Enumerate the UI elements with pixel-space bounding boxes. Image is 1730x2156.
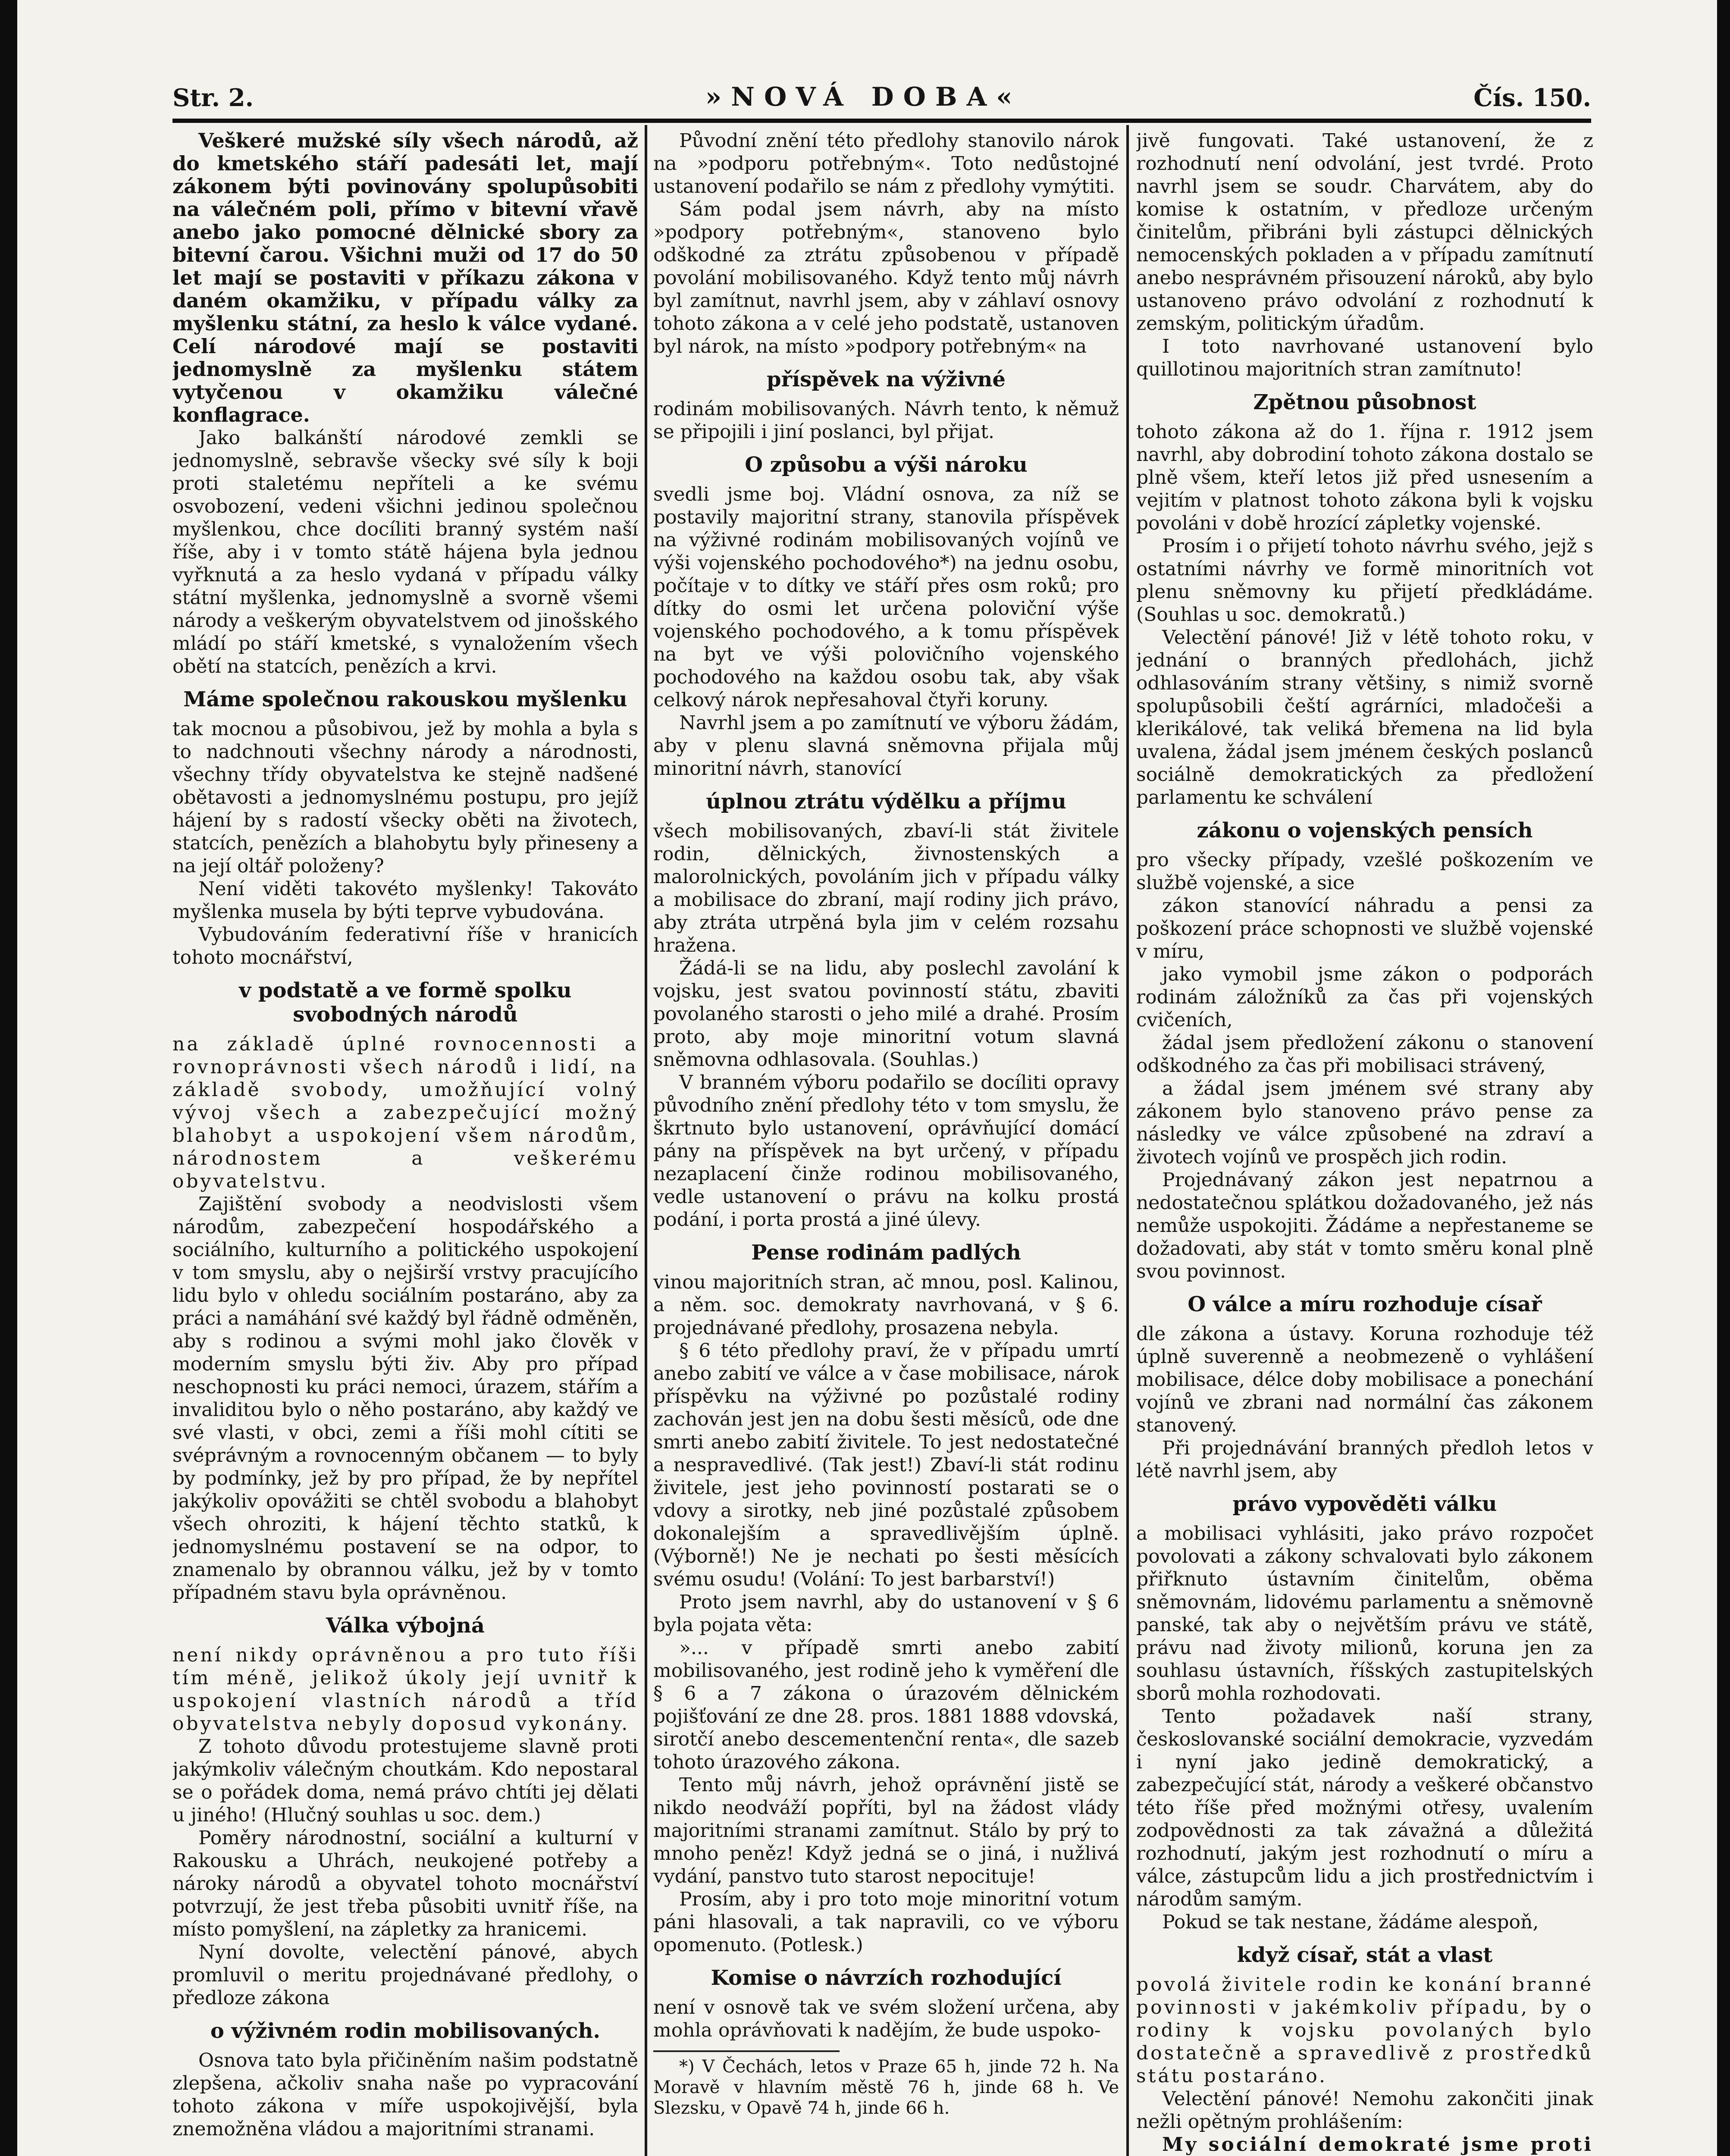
paragraph: Není viděti takovéto myšlenky! Takováto myšlenka musela by býti teprve vybudována. <box>172 878 638 923</box>
paragraph: Navrhl jsem a po zamítnutí ve výboru žádám, aby v plenu slavná sněmovna přijala můj minoritní návrh, stanovící <box>653 712 1119 780</box>
page-header <box>172 65 1591 112</box>
paragraph: Velectění pánové! Nemohu zakončiti jinak nežli opětným prohlášením: <box>1136 2088 1593 2133</box>
section-heading: o výživném rodin mobilisovaných. <box>210 2019 601 2043</box>
column-divider-2 <box>1126 125 1129 2156</box>
paragraph: Velectění pánové! Již v létě tohoto roku, v jednání o branných předlohách, jichž odhlasováním strany většiny, s nimiž svorně spolupůsobili čeští agrárníci, mladočeši a klerikálové, tak veliká břemena na lid byla uvalena, žádal jsem jménem českých poslanců sociálně demokratických za předložení parlamentu ke schválení <box>1136 627 1593 808</box>
paragraph: Vybudováním federativní říše v hranicích tohoto mocnářství, <box>172 924 638 968</box>
paragraph: svedli jsme boj. Vládní osnova, za níž se postavily majoritní strany, stanovila příspěvek na výživné rodinám mobilisovaných vojínů ve výši vojenského pochodového*) na jednu osobu, počítaje v to dítky ve stáří přes osm roků; pro dítky do osmi let určena poloviční výše vojenského pochodového, a k tomu příspěvek na byt ve výši polovičního vojenského pochodového na každou osobu tak, aby však celkový nárok nepřesahoval čtyři koruny. <box>653 483 1119 711</box>
column-2 <box>653 129 1119 2156</box>
paragraph: žádal jsem předložení zákonu o stanovení odškodného za čas při mobilisaci strávený, <box>1136 1032 1593 1077</box>
column-divider-1 <box>645 125 647 2156</box>
section-heading: O způsobu a výši nároku <box>745 453 1028 477</box>
footnote-rule <box>653 2050 840 2052</box>
section-heading: když císař, stát a vlast <box>1237 1943 1493 1967</box>
paragraph: Tento požadavek naší strany, českoslovanské sociální demokracie, vyzvedám i nyní jako jedině demokratický, a zabezpečující stát, národy a veškeré občanstvo této říše před možnými otřesy, uvalením zodpovědnosti za tak závažná a důležitá rozhodnutí, jakým jest rozhodnutí o míru a válce, zástupcům lidu a jich prostřednictvím i národům samým. <box>1136 1705 1593 1910</box>
column-3 <box>1136 129 1593 2156</box>
section-heading: v podstatě a ve formě spolku svobodných národů <box>239 978 572 1027</box>
section-heading: O válce a míru rozhoduje císař <box>1188 1292 1542 1316</box>
paragraph: Veškeré mužské síly všech národů, až do kmetského stáří padesáti let, mají zákonem býti povinovány spolupůsobiti na válečném poli, přímo v bitevní vřavě anebo jako pomocné dělnické sbory za bitevní čarou. Všichni muži od 17 do 50 let mají se postaviti v příkazu zákona v daném okamžiku, v případu války za myšlenku státní, za heslo k válce vydané. Celí národové mají se postaviti jednomyslně za myšlenku státem vytyčenou v okamžiku válečné konflagrace. <box>172 129 638 426</box>
section-heading: Válka výbojná <box>326 1614 485 1638</box>
paragraph: Prosím i o přijetí tohoto návrhu svého, jejž s ostatními návrhy ve formě minoritních vot plenu sněmovny ku přijetí předkládáme. (Souhlas u soc. demokratů.) <box>1136 535 1593 626</box>
paragraph: Prosím, aby i pro toto moje minoritní votum páni hlasovali, a tak napravili, co ve výboru opomenuto. (Potlesk.) <box>653 1888 1119 1956</box>
paragraph: Proto jsem navrhl, aby do ustanovení v § 6 byla pojata věta: <box>653 1591 1119 1636</box>
paragraph: »... v případě smrti anebo zabití mobilisovaného, jest rodině jeho k vyměření dle § 6 a 7 zákona o úrazovém dělnickém pojišťování ze dne 28. pros. 1881 1888 vdovská, sirotčí anebo descementenční renta«, dle sazeb tohoto úrazového zákona. <box>653 1637 1119 1773</box>
newspaper-name: »NOVÁ DOBA« <box>705 82 1022 112</box>
paragraph: všech mobilisovaných, zbaví-li stát živitele rodin, dělnických, živnostenských a malorolnických, povoláním jich v případu války a mobilisace do zbraní, mají rodiny jich právo, aby ztráta utrpěná byla jim v celém rozsahu hražena. <box>653 820 1119 956</box>
section-heading: Komise o návrzích rozhodující <box>711 1966 1062 1990</box>
paragraph: Původní znění této předlohy stanovilo nárok na »podporu potřebným«. Toto nedůstojné ustanovení podařilo se nám z předlohy vymýtiti. <box>653 130 1119 197</box>
paragraph: tak mocnou a působivou, jež by mohla a byla s to nadchnouti všechny národy a národnosti, všechny třídy obyvatelstva ke stejně nadšené obětavosti a jednomyslnému postupu, pro jejíž hájení by s radostí všecky oběti na životech, statcích, penězích a blahobytu byly přineseny a na její oltář položeny? <box>172 718 638 877</box>
paragraph: Nyní dovolte, velectění pánové, abych promluvil o meritu projednávané předlohy, o předloze zákona <box>172 1941 638 2009</box>
paragraph: a mobilisaci vyhlásiti, jako právo rozpočet povolovati a zákony schvalovati bylo zákonem přiřknuto ústavním činitelům, oběma sněmovnám, lidovému parlamentu a sněmovně panské, tak aby o největším právu ve státě, právu nad životy milionů, koruna jen za souhlasu ústavních, říšských zastupitelských sborů mohla rozhodovati. <box>1136 1523 1593 1705</box>
paragraph: My sociální demokraté jsme proti <box>1162 2134 1593 2156</box>
paragraph: na základě úplné rovnocennosti a rovnoprávnosti všech národů i lidí, na základě svobody, umožňující volný vývoj všech a zabezpečující možný blahobyt a uspokojení všem národům, národnostem a veškerému obyvatelstvu. <box>172 1033 638 1192</box>
section-heading: zákonu o vojenských pensích <box>1197 818 1533 843</box>
paragraph: jivě fungovati. Také ustanovení, že z rozhodnutí není odvolání, jest tvrdé. Proto navrhl jsem se soudr. Charvátem, aby do komise k ostatním, v předloze určeným činitelům, přibráni byli zástupci dělnických nemocenských pokladen a v případu zamítnutí anebo nesprávném přisouzení nároků, aby bylo ustanoveno právo odvolání z rozhodnutí k zemským, politickým úřadům. <box>1136 130 1593 335</box>
paragraph: a žádal jsem jménem své strany aby zákonem bylo stanoveno právo pense za následky ve válce způsobené na zdraví a životech vojínů ve prospěch jich rodin. <box>1136 1078 1593 1168</box>
section-heading: úplnou ztrátu výdělku a příjmu <box>706 790 1066 814</box>
column-1 <box>172 129 638 2156</box>
paragraph: rodinám mobilisovaných. Návrh tento, k němuž se připojili i jiní poslanci, byl přijat. <box>653 398 1119 443</box>
paragraph: Z tohoto důvodu protestujeme slavně proti jakýmkoliv válečným choutkám. Kdo nepostaral se o pořádek doma, nemá právo chtíti jej dělati u jiného! (Hlučný souhlas u soc. dem.) <box>172 1736 638 1826</box>
paragraph: Osnova tato byla přičiněním našim podstatně zlepšena, ačkoliv snaha naše po vypracování tohoto zákona v míře uspokojivější, byla znemožněna vládou a majoritními stranami. <box>172 2049 638 2140</box>
header-rule <box>172 119 1591 123</box>
footnote: *) V Čechách, letos v Praze 65 h, jinde 72 h. Na Moravě v hlavním městě 76 h, jinde 68 h. Ve Slezsku, v Opavě 74 h, jinde 66 h. <box>653 2057 1119 2118</box>
paragraph: Zajištění svobody a neodvislosti všem národům, zabezpečení hospodářského a sociálního, kulturního a politického uspokojení v tom smyslu, aby o nejširší vrstvy pracujícího lidu bylo v ohledu sociálním postaráno, aby za práci a namáhání své každý byl řádně odměněn, aby s rodinou a svými mohl jako člověk v moderním smyslu býti živ. Aby pro případ neschopnosti ku práci nemoci, úrazem, stářím a invaliditou bylo o něho postaráno, aby každý ve své vlasti, v obci, zemi a říši mohl cítiti se svéprávným a rovnocenným občanem — to byly by podmínky, jež by pro případ, že by nepřítel jakýkoliv opovážiti se chtěl svobodu a blahobyt všech ohroziti, k hájení těchto statků, k jednomyslnému postavení se na odpor, to znamenalo by obrannou válku, jež by v tomto případném stavu byla oprávněnou. <box>172 1193 638 1604</box>
paragraph: jako vymobil jsme zákon o podporách rodinám záložníků za čas při vojenských cvičeních, <box>1136 963 1593 1031</box>
paragraph: Poměry národnostní, sociální a kulturní v Rakousku a Uhrách, neukojené potřeby a nároky národů a obyvatel tohoto mocnářství potvrzují, že jest třeba působiti uvnitř říše, na místo pomyšlení, na zápletky za hranicemi. <box>172 1827 638 1940</box>
paragraph: Sám podal jsem návrh, aby na místo »podpory potřebným«, stanoveno bylo odškodné za ztrátu způsobenou v případě povolání mobilisovaného. Když tento můj návrh byl zamítnut, navrhl jsem, aby v záhlaví osnovy tohoto zákona a v celé jeho podstatě, ustanoven byl nárok, na místo »podpory potřebným« na <box>653 198 1119 357</box>
section-heading: Zpětnou působnost <box>1253 390 1476 414</box>
paragraph: Projednávaný zákon jest nepatrnou a nedostatečnou splátkou dožadovaného, jež nás nemůže uspokojiti. Žádáme a nepřestaneme se dožadovati, aby stát v tomto směru konal plně svou povinnost. <box>1136 1169 1593 1282</box>
issue-number: Čís. 150. <box>1473 84 1591 112</box>
paragraph: Při projednávání branných předloh letos v létě navrhl jsem, aby <box>1136 1437 1593 1482</box>
section-heading: příspěvek na výživné <box>767 367 1006 392</box>
paragraph: povolá živitele rodin ke konání branné povinnosti v jakémkoliv případu, by o rodiny k vojsku povolaných bylo dostatečně a spravedlivě z prostředků státu postaráno. <box>1136 1974 1593 2087</box>
paragraph: Žádá-li se na lidu, aby poslechl zavolání k vojsku, jest svatou povinností státu, zbaviti povolaného starosti o jeho milé a drahé. Prosím proto, aby moje minoritní votum slavná sněmovna odhlasovala. (Souhlas.) <box>653 957 1119 1071</box>
paragraph: tohoto zákona až do 1. října r. 1912 jsem navrhl, aby dobrodiní tohoto zákona dostalo se plně všem, kteří letos již před usnesením a vejitím v platnost tohoto zákona byli k vojsku povoláni v době hrozící zápletky vojenské. <box>1136 421 1593 534</box>
paragraph: dle zákona a ústavy. Koruna rozhoduje též úplně suverenně a neobmezeně o vyhlášení mobilisace, délce doby mobilisace a ponechání vojínů ve zbrani nad normální čas zákonem stanovený. <box>1136 1323 1593 1436</box>
paragraph: není nikdy oprávněnou a pro tuto říši tím méně, jelikož úkoly její uvnitř k uspokojení vlastních národů a tříd obyvatelstva nebyly doposud vykonány. <box>172 1644 638 1735</box>
paragraph: zákon stanovící náhradu a pensi za poškození práce schopnosti ve službě vojenské v míru, <box>1136 895 1593 962</box>
paragraph: Tento můj návrh, jehož oprávnění jistě se nikdo neodváží popříti, byl na žádost vlády majoritními stranami zamítnut. Stálo by prý to mnoho peněz! Když jedná se o jiná, i nužlivá vydání, panstvo tuto starost nepocituje! <box>653 1774 1119 1887</box>
paragraph: § 6 této předlohy praví, že v případu umrtí anebo zabití ve válce a v čase mobilisace, nárok příspěvku na výživné po pozůstalé rodiny zachován jest jen na dobu šesti měsíců, ode dne smrti anebo zabití živitele. To jest nedostatečné a nespravedlivé. (Tak jest!) Zbaví-li stát rodinu živitele, jest jeho povinností postarati se o vdovy a sirotky, neb jiné pozůstalé způsobem dokonalejším a spravedlivějším úplně. (Výborně!) Ne je nechati po šesti měsících svému osudu! (Volání: To jest barbarství!) <box>653 1340 1119 1590</box>
paragraph: pro všecky případy, vzešlé poškozením ve službě vojenské, a sice <box>1136 849 1593 894</box>
paragraph: není v osnově tak ve svém složení určena, aby mohla oprávňovati k nadějím, že bude uspoko- <box>653 1996 1119 2041</box>
section-heading: právo vypověděti válku <box>1232 1492 1497 1516</box>
paragraph: Jako balkánští národové zemkli se jednomyslně, sebravše všecky své síly k boji proti staletému nepříteli a ke svému osvobození, vedeni všichni jedinou společnou myšlenkou, chce docíliti branný systém naší říše, aby i v tomto státě hájena byla jednou vyřknutá a za heslo vydaná v případu války státní myšlenka, jednomyslně a svorně všemi národy a veškerým obyvatelstvem od jinošského mládí po stáří kmetské, s vynaložením všech obětí na statcích, penězích a krvi. <box>172 427 638 677</box>
paragraph: I toto navrhované ustanovení bylo quillotinou majoritních stran zamítnuto! <box>1136 335 1593 380</box>
paragraph: Pokud se tak nestane, žádáme alespoň, <box>1162 1911 1539 1933</box>
paragraph: V branném výboru podařilo se docíliti opravy původního znění předlohy této v tom smyslu, že škrtnuto bylo ustanovení, oprávňující domácí pány na příspěvek na byt určený, v případu nezaplacení činže rodinou mobilisovaného, vedle ustanovení o právu na kolku prostá podání, i porta prostá a jiné úlevy. <box>653 1072 1119 1231</box>
page-number: Str. 2. <box>172 84 254 112</box>
section-heading: Pense rodinám padlých <box>751 1241 1021 1265</box>
paragraph: vinou majoritních stran, ač mnou, posl. Kalinou, a něm. soc. demokraty navrhovaná, v § 6. projednávané předlohy, prosazena nebyla. <box>653 1271 1119 1339</box>
section-heading: Máme společnou rakouskou myšlenku <box>183 687 627 711</box>
